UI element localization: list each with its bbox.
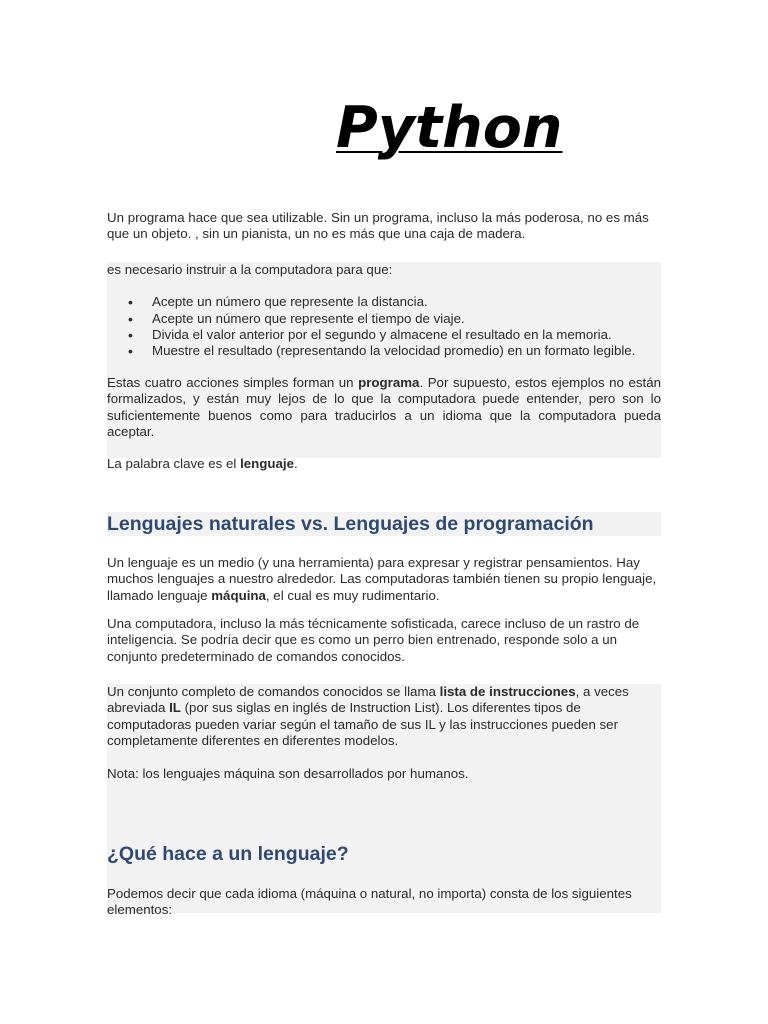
section2-block [107,830,661,918]
computer-paragraph: Una computadora, incluso la más técnicamente sofisticada, carece incluso de un rastro de inteligencia. Se podría decir que es como un perro bien entrenado, responde solo a un conjunto predeterminado de comandos conocidos. [107,616,640,664]
list-item: • Acepte un número que represente el tiempo de viaje. [107,311,661,327]
bold-term-lista-de-instrucciones: lista de instrucciones [439,684,576,699]
intro-text-2: es necesario instruir a la computadora para que: [107,262,393,277]
intro-text-1: Un programa hace que sea utilizable. Sin un programa, incluso la más poderosa, no es más que un objeto. , sin un pianista, un no es más que una caja de madera. [107,210,649,242]
instruction-list-block [107,684,661,830]
section1-paragraph-2 [107,616,661,665]
bold-term-il: IL [169,700,181,716]
list-item: • Divida el valor anterior por el segundo y almacene el resultado en la memoria. [107,327,661,343]
section-heading-natural-vs-programming: Lenguajes naturales vs. Lenguajes de programación [107,513,594,535]
list-item: • Acepte un número que represente la distancia. [107,294,661,310]
instructions-block [107,262,661,358]
page-title: Python [336,95,563,161]
intro-paragraph-1 [107,210,661,243]
language-paragraph: Un lenguaje es un medio (y una herramienta) para expresar y registrar pensamientos. Hay muchos lenguajes a nuestro alrededor. Las computadoras también tienen su propio lenguaje, llamado lenguaje máquina, el cual es muy rudimentario. [107,555,657,603]
section-heading-what-makes-language: ¿Qué hace a un lenguaje? [107,843,349,865]
section1-paragraph-1 [107,555,661,604]
note-paragraph: Nota: los lenguajes máquina son desarrollados por humanos. [107,766,469,782]
program-block [107,358,662,472]
elements-paragraph: Podemos decir que cada idioma (máquina o natural, no importa) consta de los siguientes elementos: [107,886,632,918]
program-paragraph: Estas cuatro acciones simples forman un programa. Por supuesto, estos ejemplos no están formalizados, y están muy lejos de lo que la computadora puede entender, pero son lo suficientemente buenos como para traducirlos a un idioma que la computadora pueda aceptar. [107,375,662,439]
bold-term-maquina: máquina [211,587,266,603]
list-item: • Muestre el resultado (representando la velocidad promedio) en un formato legible. [107,343,661,359]
keyword-paragraph: La palabra clave es el lenguaje. [107,456,298,472]
instruction-list [107,294,661,359]
bold-term-programa: programa [358,375,420,390]
il-paragraph: Un conjunto completo de comandos conocidos se llama lista de instrucciones, a veces abreviada IL (por sus siglas en inglés de Instruction List). Los diferentes tipos de computadoras pueden variar según el tamaño de sus IL y las instrucciones pueden ser completamente diferentes en diferentes modelos. [107,684,629,748]
bold-term-lenguaje: lenguaje [240,456,295,472]
